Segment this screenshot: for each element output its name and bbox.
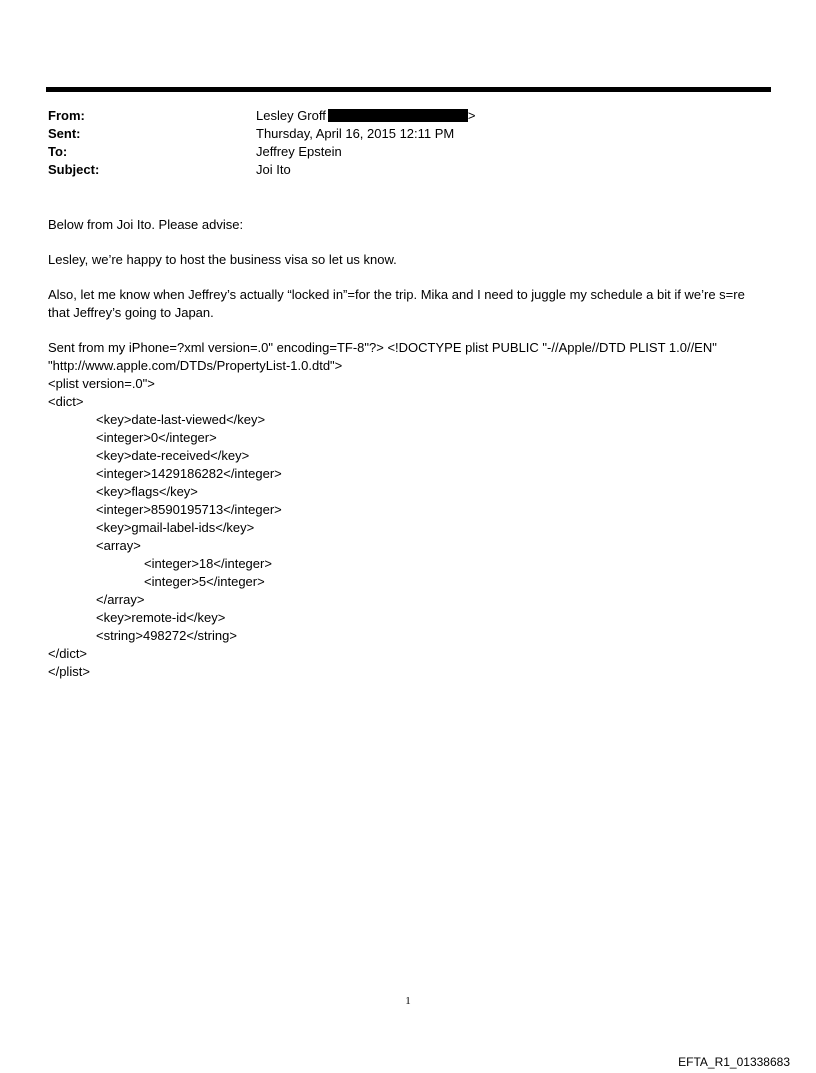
plist-block — [48, 339, 768, 681]
to-row — [48, 143, 748, 161]
redaction-box — [328, 109, 468, 122]
body-paragraph: Also, let me know when Jeffrey’s actually “locked in”=for the trip. Mika and I need to juggle my schedule a bit if we’re s=re that Jeffrey’s going to Japan. — [48, 287, 749, 320]
plist-line: <key>gmail-label-ids</key> — [96, 520, 255, 535]
plist-line: <string>498272</string> — [96, 628, 237, 643]
sent-value: Thursday, April 16, 2015 12:11 PM — [256, 126, 455, 141]
email-header — [48, 107, 748, 179]
sent-row — [48, 125, 748, 143]
plist-line: <array> — [96, 538, 141, 553]
plist-line: <plist version=.0"> — [48, 376, 155, 391]
from-value — [256, 107, 475, 125]
from-label: From: — [48, 108, 85, 123]
plist-line: </plist> — [48, 664, 90, 679]
plist-line: </dict> — [48, 646, 88, 661]
plist-line: </array> — [96, 592, 145, 607]
to-label: To: — [48, 144, 68, 159]
plist-line: "http://www.apple.com/DTDs/PropertyList-1.0.dtd"> — [48, 358, 343, 373]
plist-line: <key>remote-id</key> — [96, 610, 226, 625]
header-divider — [46, 87, 771, 92]
from-row — [48, 107, 748, 125]
plist-line: <key>date-received</key> — [96, 448, 250, 463]
plist-line: <dict> — [48, 394, 84, 409]
sender-name: Lesley Groff — [256, 108, 326, 123]
plist-line: <integer>8590195713</integer> — [96, 502, 282, 517]
document-id: EFTA_R1_01338683 — [678, 1055, 790, 1069]
plist-line: <key>date-last-viewed</key> — [96, 412, 266, 427]
plist-line: <integer>18</integer> — [144, 556, 272, 571]
plist-line: <integer>0</integer> — [96, 430, 217, 445]
subject-label: Subject: — [48, 162, 100, 177]
body-paragraph: Below from Joi Ito. Please advise: — [48, 217, 244, 232]
from-suffix: > — [467, 108, 476, 123]
subject-value: Joi Ito — [256, 162, 291, 177]
plist-line: <integer>5</integer> — [144, 574, 265, 589]
to-value: Jeffrey Epstein — [256, 144, 342, 159]
sent-label: Sent: — [48, 126, 81, 141]
body-paragraph: Lesley, we’re happy to host the business visa so let us know. — [48, 252, 397, 267]
plist-line: Sent from my iPhone=?xml version=.0" encoding=TF-8"?> <!DOCTYPE plist PUBLIC "-//Apple//DTD PLIST 1.0//EN" — [48, 340, 717, 355]
subject-row — [48, 161, 748, 179]
plist-line: <integer>1429186282</integer> — [96, 466, 282, 481]
email-body — [48, 216, 768, 681]
page-number: 1 — [405, 995, 411, 1007]
plist-line: <key>flags</key> — [96, 484, 198, 499]
